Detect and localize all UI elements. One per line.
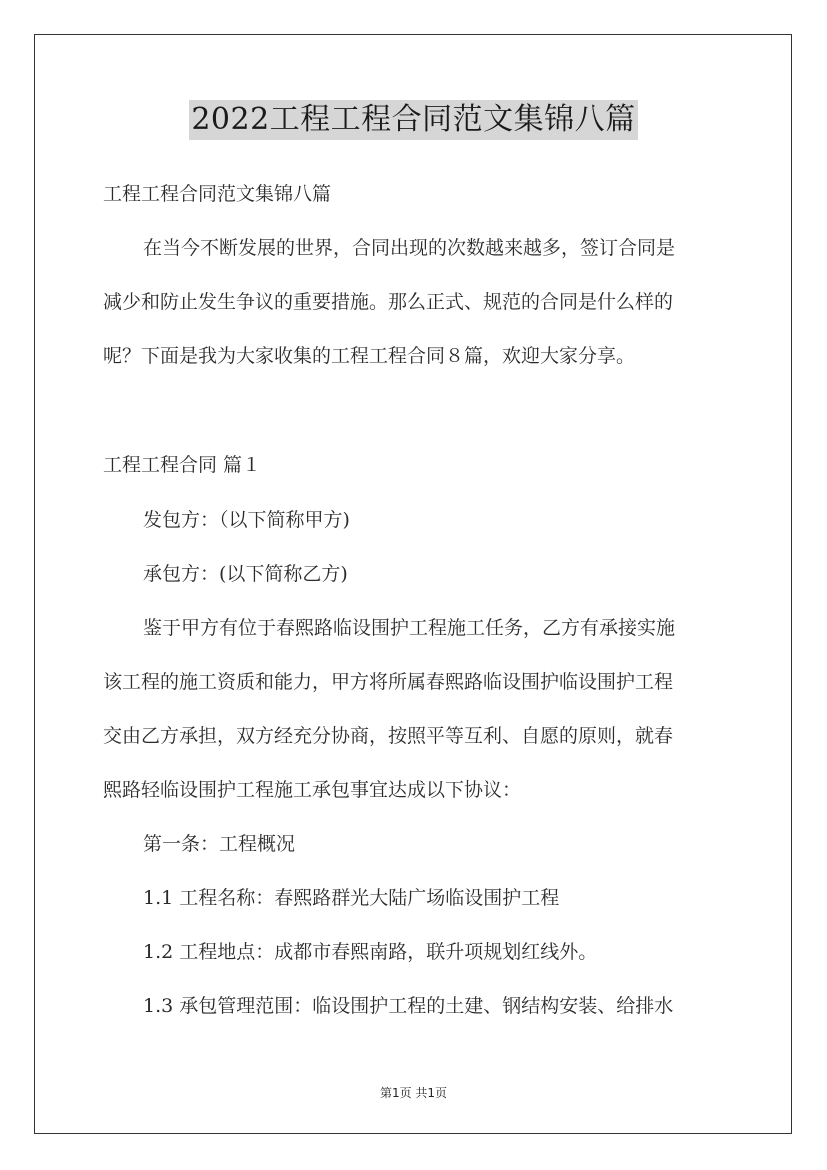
section-heading: 工程工程合同 篇１ [103, 454, 262, 476]
document-title: 2022工程工程合同范文集锦八篇 [189, 100, 637, 140]
item-1-2: 1.2 工程地点：成都市春熙南路，联升项规划红线外。 [143, 941, 598, 963]
intro-line-2: 减少和防止发生争议的重要措施。那么正式、规范的合同是什么样的 [103, 291, 674, 313]
article-one-heading: 第一条：工程概况 [143, 833, 296, 855]
intro-line-1: 在当今不断发展的世界，合同出现的次数越来越多，签订合同是 [143, 237, 676, 259]
item-1-3: 1.3 承包管理范围：临设围护工程的土建、钢结构安装、给排水 [143, 995, 674, 1017]
title-container [0, 100, 827, 140]
body-line-4: 熙路轻临设围护工程施工承包事宜达成以下协议： [103, 779, 522, 801]
intro-line-3: 呢？下面是我为大家收集的工程工程合同８篇，欢迎大家分享。 [103, 345, 636, 367]
document-subtitle: 工程工程合同范文集锦八篇 [103, 183, 332, 205]
page-footer: 第1页 共1页 [379, 1086, 448, 1100]
body-line-1: 鉴于甲方有位于春熙路临设围护工程施工任务，乙方有承接实施 [143, 617, 676, 639]
body-line-3: 交由乙方承担，双方经充分协商，按照平等互利、自愿的原则，就春 [103, 725, 674, 747]
contractor-line: 承包方：(以下简称乙方) [143, 563, 348, 585]
body-line-2: 该工程的施工资质和能力，甲方将所属春熙路临设围护临设围护工程 [103, 671, 674, 693]
item-1-1: 1.1 工程名称：春熙路群光大陆广场临设围护工程 [143, 887, 560, 909]
employer-line: 发包方：（以下简称甲方) [143, 509, 350, 531]
